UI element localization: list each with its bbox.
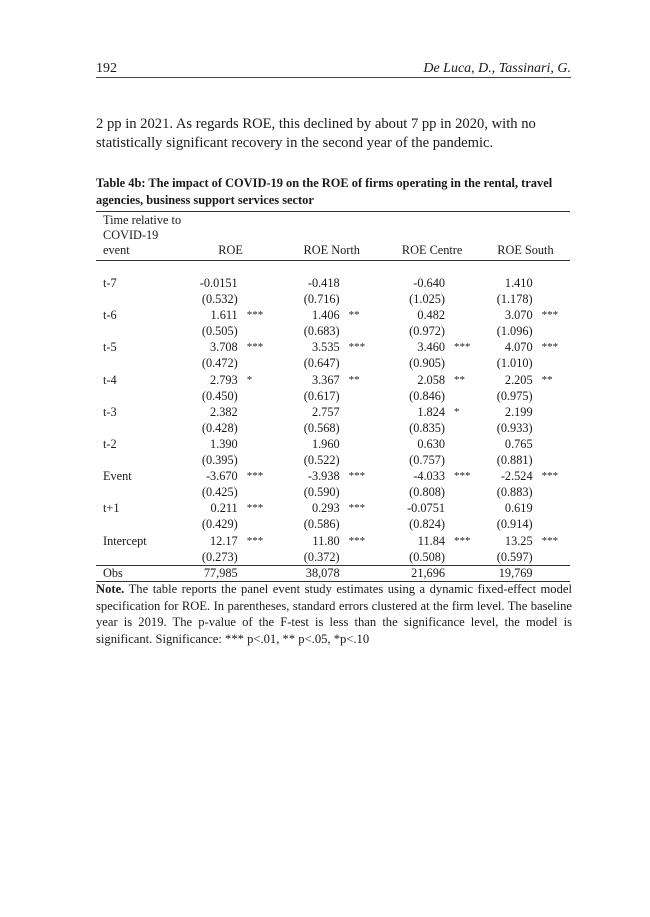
significance-stars-roe-south [533,500,570,516]
table-caption: Table 4b: The impact of COVID-19 on the ROE of firms operating in the rental, travel agencies, business support services sector [96,176,553,207]
coefficient-roe-south: 0.619 [504,501,533,516]
spacer-cell [340,420,384,436]
spacer-cell [238,291,280,307]
significance-stars-roe-north: ** [348,309,360,322]
significance-stars-roe-centre [445,261,481,292]
coefficient-roe-south: 3.070 [504,308,533,323]
coefficient-roe: 1.611 [210,308,238,323]
significance-stars-roe-south [533,404,570,420]
spacer-cell [533,420,570,436]
significance-stars-roe-south: ** [541,373,553,386]
standard-error-roe-centre: (0.835) [409,420,445,435]
standard-error-roe-south: (0.914) [496,517,533,532]
spacer-cell [238,355,280,371]
coefficient-roe: 3.708 [210,340,238,355]
row-label: t-3 [103,404,117,419]
header-row-label [96,212,181,261]
row-label-blank [96,420,181,436]
significance-stars-roe-north [340,404,384,420]
row-label-blank [96,516,181,532]
coefficient-roe-south: -2.524 [500,469,533,484]
table-footer [96,565,570,581]
coefficient-roe-south: 2.199 [504,404,533,419]
significance-stars-roe: *** [246,470,264,483]
column-header-roe: ROE [181,212,280,261]
standard-error-roe: (0.472) [201,356,238,371]
obs-row [96,565,570,581]
coefficient-roe-north: 3.367 [311,372,340,387]
standard-error-roe-north: (0.617) [303,388,340,403]
spacer-cell [445,323,481,339]
coefficient-roe-south: 0.765 [504,436,533,451]
coefficient-row [96,372,570,388]
coefficient-roe-north: 0.293 [311,501,340,516]
table-header [96,212,570,261]
significance-stars-roe [238,404,280,420]
standard-error-roe-north: (0.647) [303,356,340,371]
obs-value-roe-north: 38,078 [280,565,340,581]
row-label-blank [96,484,181,500]
significance-stars-roe: *** [246,502,264,515]
header-label-line-2: COVID-19 [103,228,159,242]
coefficient-roe-centre: 0.482 [417,308,445,323]
row-label-blank [96,323,181,339]
coefficient-roe: -3.670 [205,469,238,484]
standard-error-roe-centre: (0.905) [409,356,445,371]
standard-error-roe-north: (0.372) [303,549,340,564]
spacer-cell [340,452,384,468]
coefficient-roe-south: 2.205 [504,372,533,387]
standard-error-roe-centre: (0.972) [409,324,445,339]
row-label: t-6 [103,308,117,323]
spacer-cell [238,452,280,468]
coefficient-roe-centre: -4.033 [413,469,445,484]
running-head-authors: De Luca, D., Tassinari, G. [423,61,571,76]
coefficient-roe-north: -3.938 [307,469,340,484]
row-label: Intercept [103,533,147,548]
standard-error-roe-north: (0.590) [303,485,340,500]
coefficient-roe: 2.793 [210,372,238,387]
coefficient-roe-centre: 0.630 [417,436,445,451]
significance-stars-roe: * [246,373,253,386]
coefficient-roe-south: 13.25 [504,533,533,548]
significance-stars-roe: *** [246,534,264,547]
column-header-roe-centre: ROE Centre [383,212,480,261]
coefficient-roe-north: 1.406 [311,308,340,323]
standard-error-row [96,420,570,436]
spacer-cell [445,420,481,436]
standard-error-row [96,484,570,500]
significance-stars-roe-centre: *** [454,534,471,547]
coefficient-row [96,533,570,549]
header-label-line-3: event [103,243,130,257]
note-text: The table reports the panel event study estimates using a dynamic fixed-effect model specification for ROE. In parentheses, standard errors clustered at the firm level. The baseline year is 2019. The p-value of the F-test is less than the significance level, the model is significant. Significance: *** p<.01, ** p<.05, *p<.10 [96,582,572,646]
standard-error-roe-south: (0.883) [496,485,533,500]
row-label-blank [96,549,181,566]
coefficient-roe-centre: -0.640 [413,276,445,290]
table-body [96,261,570,566]
standard-error-roe-south: (0.881) [496,453,533,468]
page-number: 192 [96,61,117,76]
significance-stars-roe-south: *** [541,470,559,483]
significance-stars-roe-north: *** [348,341,366,354]
spacer-cell [238,549,280,566]
standard-error-roe-centre: (0.508) [409,549,445,564]
obs-value-roe-south: 19,769 [481,565,533,581]
spacer-cell [445,484,481,500]
significance-stars-roe-centre: ** [454,373,465,386]
standard-error-row [96,355,570,371]
coefficient-row [96,500,570,516]
significance-stars-roe-north: ** [348,373,360,386]
standard-error-roe-south: (0.597) [496,549,533,564]
standard-error-row [96,549,570,566]
standard-error-roe-centre: (1.025) [409,292,445,307]
coefficient-roe-centre: 3.460 [417,340,445,355]
significance-stars-roe-south: *** [541,341,559,354]
standard-error-roe: (0.425) [201,485,238,500]
row-label-blank [96,355,181,371]
spacer-cell [445,452,481,468]
spacer-cell [238,323,280,339]
spacer-cell [533,484,570,500]
row-label: t-5 [103,340,117,355]
standard-error-row [96,388,570,404]
significance-stars-roe-centre: * [454,405,460,418]
standard-error-roe: (0.273) [201,549,238,564]
standard-error-roe: (0.428) [201,420,238,435]
row-label-blank [96,291,181,307]
standard-error-roe: (0.450) [201,388,238,403]
coefficient-row [96,468,570,484]
results-table [96,211,570,582]
spacer-cell [340,549,384,566]
spacer-cell [340,516,384,532]
coefficient-roe-north: 3.535 [311,340,340,355]
significance-stars-roe-centre [445,500,481,516]
coefficient-row [96,404,570,420]
coefficient-roe-centre: 1.824 [417,404,445,419]
significance-stars-roe-south [533,261,570,292]
spacer-cell [445,355,481,371]
standard-error-roe-centre: (0.824) [409,517,445,532]
row-label: t-2 [103,436,117,451]
standard-error-roe: (0.429) [201,517,238,532]
spacer-cell [445,388,481,404]
significance-stars-roe-centre [445,307,481,323]
row-label-blank [96,388,181,404]
spacer-cell [445,516,481,532]
coefficient-roe: -0.0151 [199,276,238,290]
standard-error-roe-south: (1.010) [496,356,533,371]
coefficient-row [96,307,570,323]
row-label: t+1 [103,501,120,516]
standard-error-roe-north: (0.586) [303,517,340,532]
significance-stars-roe [238,436,280,452]
spacer-cell [533,516,570,532]
coefficient-roe-north: 1.960 [311,436,340,451]
spacer-cell [238,516,280,532]
spacer-cell [533,549,570,566]
standard-error-roe-centre: (0.757) [409,453,445,468]
spacer-cell [340,323,384,339]
significance-stars-roe-south: *** [541,534,559,547]
obs-value-roe-centre: 21,696 [383,565,445,581]
standard-error-roe-south: (1.096) [496,324,533,339]
coefficient-roe-centre: 2.058 [417,372,445,387]
spacer-cell [340,484,384,500]
spacer-cell [533,452,570,468]
obs-value-roe: 77,985 [181,565,238,581]
spacer-cell [533,323,570,339]
spacer-cell [533,388,570,404]
row-label: t-4 [103,372,117,387]
table-note [96,581,572,647]
row-label-blank [96,452,181,468]
standard-error-roe-north: (0.716) [303,292,340,307]
significance-stars-roe: *** [246,341,264,354]
coefficient-roe-north: 11.80 [312,533,340,548]
significance-stars-roe-centre [445,436,481,452]
column-header-roe-south: ROE South [481,212,570,261]
standard-error-row [96,516,570,532]
significance-stars-roe [238,261,280,292]
significance-stars-roe-north: *** [348,470,366,483]
coefficient-roe: 2.382 [210,404,238,419]
standard-error-roe-south: (0.975) [496,388,533,403]
coefficient-roe-centre: -0.0751 [407,501,445,516]
spacer-cell [533,291,570,307]
standard-error-roe-north: (0.522) [303,453,340,468]
significance-stars-roe-centre: *** [454,470,471,483]
coefficient-roe-centre: 11.84 [417,533,445,548]
column-header-roe-north: ROE North [280,212,383,261]
spacer-cell [238,388,280,404]
significance-stars-roe-south: *** [541,309,559,322]
significance-stars-roe-centre: *** [454,341,471,354]
standard-error-row [96,291,570,307]
standard-error-roe-south: (1.178) [496,292,533,307]
significance-stars-roe-south [533,436,570,452]
standard-error-row [96,323,570,339]
standard-error-roe: (0.395) [201,453,238,468]
standard-error-roe-north: (0.568) [303,420,340,435]
coefficient-roe-north: -0.418 [307,276,340,290]
body-paragraph: 2 pp in 2021. As regards ROE, this declined by about 7 pp in 2020, with no statistically significant recovery in the second year of the pandemic. [96,116,536,151]
standard-error-roe-south: (0.933) [496,420,533,435]
row-label: t-7 [103,276,117,290]
coefficient-roe-south: 1.410 [504,276,533,290]
standard-error-roe-north: (0.683) [303,324,340,339]
obs-label: Obs [96,565,181,581]
spacer-cell [445,291,481,307]
spacer-cell [238,420,280,436]
coefficient-row [96,436,570,452]
page-header [96,57,571,78]
coefficient-roe: 0.211 [210,501,238,516]
coefficient-roe-south: 4.070 [504,340,533,355]
row-label: Event [103,469,132,484]
significance-stars-roe: *** [246,309,264,322]
standard-error-roe-centre: (0.846) [409,388,445,403]
spacer-cell [340,291,384,307]
spacer-cell [340,355,384,371]
spacer-cell [533,355,570,371]
spacer-cell [340,388,384,404]
significance-stars-roe-north [340,261,384,292]
standard-error-row [96,452,570,468]
spacer-cell [238,484,280,500]
significance-stars-roe-north: *** [348,534,366,547]
significance-stars-roe-north [340,436,384,452]
standard-error-roe: (0.532) [201,292,238,307]
standard-error-roe: (0.505) [201,324,238,339]
coefficient-row [96,339,570,355]
spacer-cell [445,549,481,566]
coefficient-roe: 1.390 [210,436,238,451]
note-lead: Note. [96,582,125,596]
coefficient-row [96,261,570,292]
standard-error-roe-centre: (0.808) [409,485,445,500]
coefficient-roe: 12.17 [210,533,238,548]
significance-stars-roe-north: *** [348,502,366,515]
coefficient-roe-north: 2.757 [311,404,340,419]
header-label-line-1: Time relative to [103,213,182,227]
